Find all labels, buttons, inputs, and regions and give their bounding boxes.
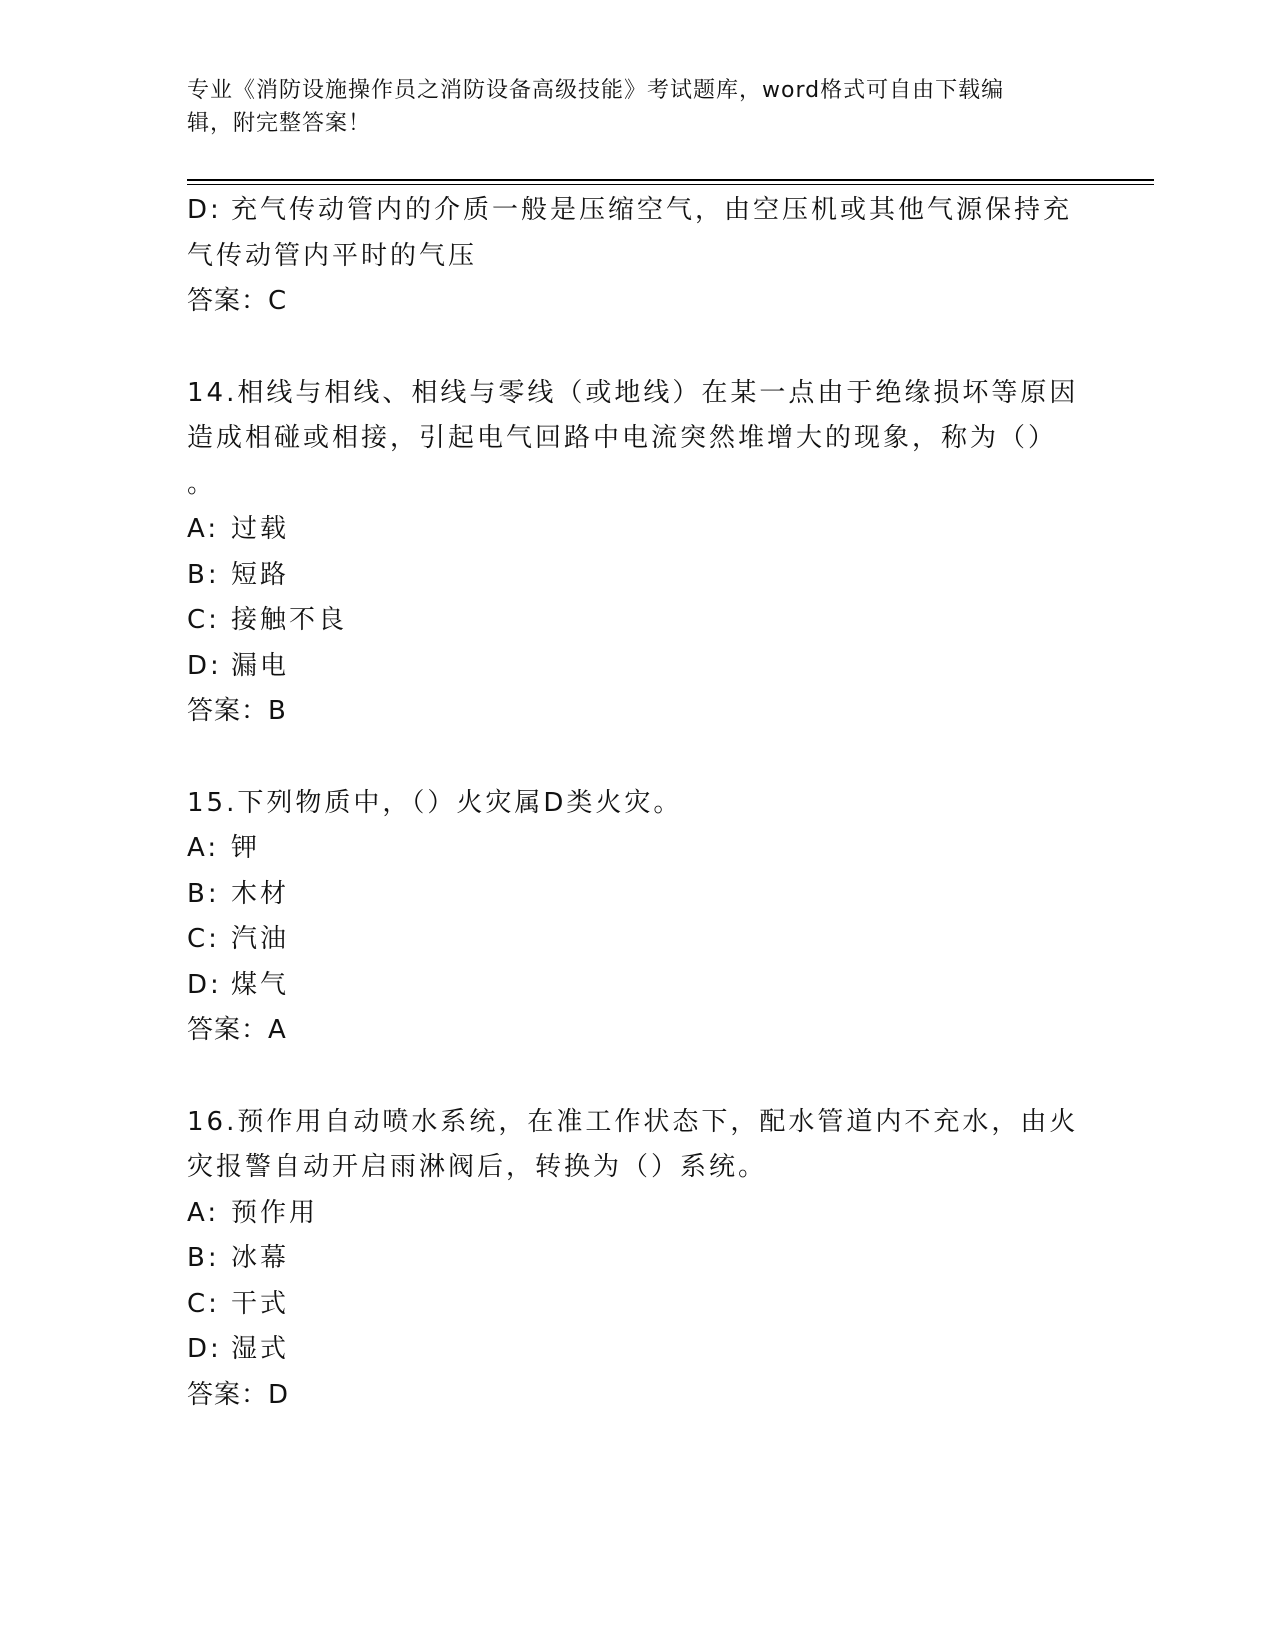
option-d-continuation: 气传动管内平时的气压 [187,240,478,271]
answer-line: 答案：B [187,696,287,726]
option-text: 钾 [231,833,261,863]
option-key: A: [187,1197,220,1228]
option-b [187,553,1087,599]
option-text: 汽油 [231,924,290,954]
option-text: 过载 [231,514,290,544]
option-d [187,644,1087,690]
option-text: 充气传动管内的介质一般是压缩空气，由空压机或其他气源保持充 [231,195,1073,225]
option-c [187,917,1087,963]
option-text: 煤气 [231,969,290,1000]
question-stem-line-1: 15.下列物质中，（）火灾属D类火灾。 [187,787,683,818]
option-text: 干式 [231,1288,290,1319]
option-text: 冰幕 [231,1243,290,1273]
option-key: D: [187,650,222,681]
option-key: D: [187,1334,222,1364]
header-divider-thin [187,184,1154,185]
option-text: 短路 [231,559,290,590]
option-key: C: [187,1288,220,1319]
answer-line: 答案：C [187,286,288,316]
answer-line: 答案：A [187,1015,287,1045]
option-key: B: [187,878,220,909]
option-a [187,1191,1087,1237]
option-key: A: [187,833,220,863]
option-a [187,507,1087,553]
header-line-2: 辑，附完整答案！ [187,111,372,136]
question-content [187,188,1087,1418]
option-key: A: [187,514,220,544]
question-16 [187,1100,1087,1419]
spacer [187,735,1087,781]
option-text: 木材 [231,878,290,909]
spacer [187,325,1087,371]
document-header [187,74,1067,140]
option-key: C: [187,605,220,635]
question-13-continued [187,188,1087,325]
option-text: 漏电 [231,650,290,681]
header-divider-thick [187,179,1154,181]
option-text: 预作用 [231,1197,319,1228]
option-a [187,826,1087,872]
header-line-1: 专业《消防设施操作员之消防设备高级技能》考试题库，word格式可自由下载编 [187,78,1005,103]
option-d [187,963,1087,1009]
question-stem-line-3: 。 [187,468,217,499]
option-b [187,872,1087,918]
option-key: D: [187,195,222,225]
option-key: D: [187,969,222,1000]
question-14 [187,371,1087,735]
option-b [187,1236,1087,1282]
answer-line: 答案：D [187,1379,290,1410]
question-stem-line-2: 造成相碰或相接，引起电气回路中电流突然堆增大的现象，称为（） [187,423,1058,453]
option-key: B: [187,1243,220,1273]
option-d [187,188,1087,234]
question-stem-line-1: 16.预作用自动喷水系统，在准工作状态下，配水管道内不充水，由火 [187,1106,1079,1137]
option-c [187,1282,1087,1328]
option-key: C: [187,924,220,954]
question-stem-line-1: 14.相线与相线、相线与零线（或地线）在某一点由于绝缘损坏等原因 [187,377,1079,408]
option-key: B: [187,559,220,590]
spacer [187,1054,1087,1100]
option-c [187,598,1087,644]
question-stem-line-2: 灾报警自动开启雨淋阀后，转换为（）系统。 [187,1152,768,1182]
option-text: 接触不良 [231,605,348,635]
option-text: 湿式 [231,1334,290,1364]
option-d [187,1327,1087,1373]
question-15 [187,781,1087,1054]
